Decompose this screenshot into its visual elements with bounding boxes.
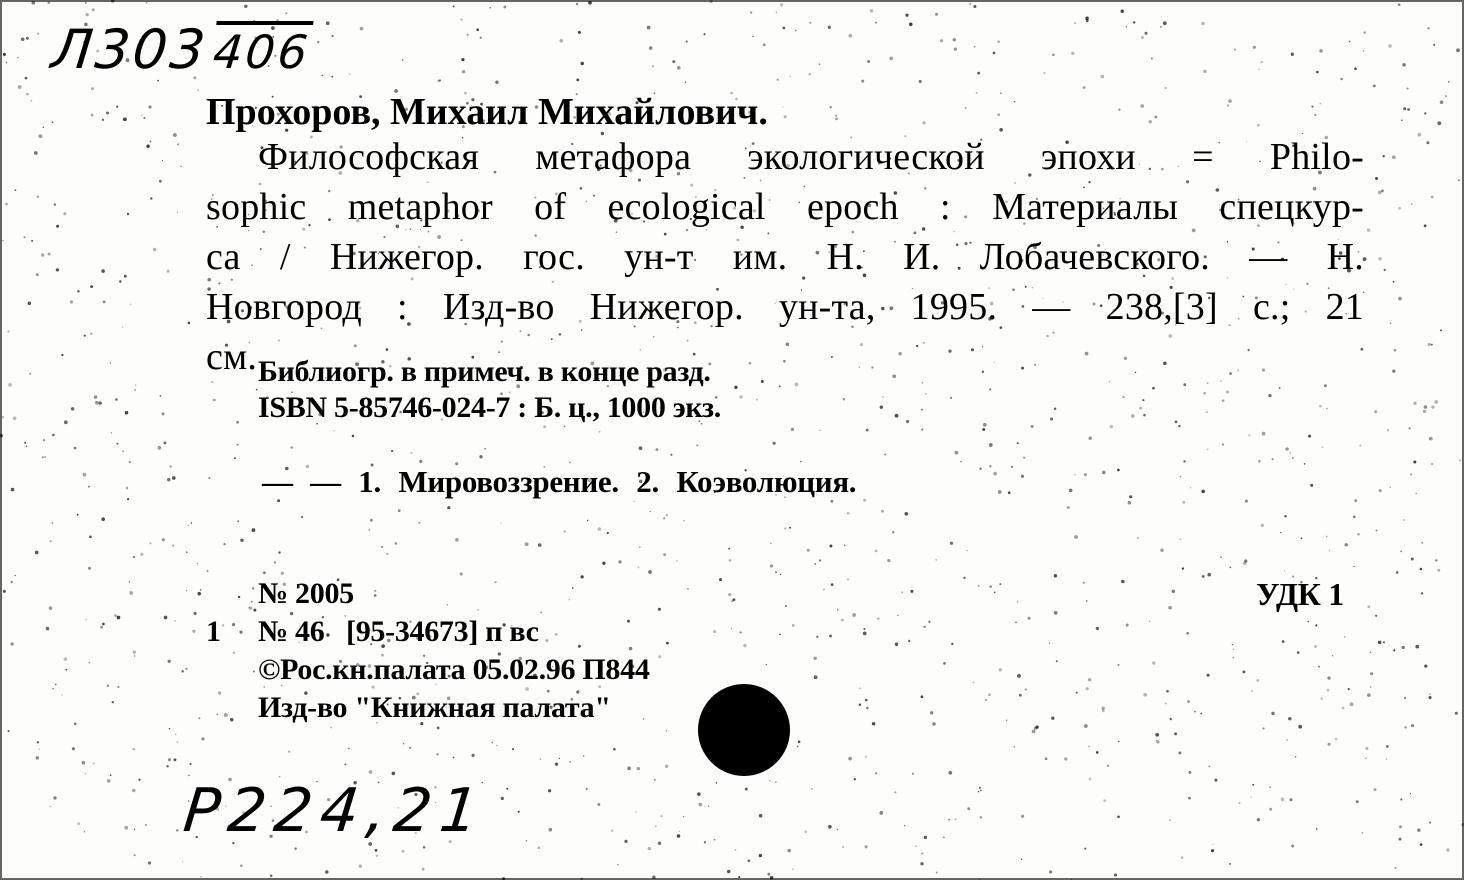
isbn-note: ISBN 5-85746-024-7 : Б. ц., 1000 экз. xyxy=(258,391,721,424)
handwritten-shelf-mark: Р224,21 xyxy=(180,776,490,846)
bibliography-note: Библиогр. в примеч. в конце разд. xyxy=(258,355,711,388)
registry-number: № 2005 xyxy=(258,577,354,610)
description-line: Новгород : Изд-во Нижегор. ун-та, 1995. — 238,[3] с.; 21 xyxy=(206,286,1364,328)
author-heading: Прохоров, Михаил Михайлович. xyxy=(206,91,768,133)
description-line: Философская метафора экологической эпохи = Philo- xyxy=(258,136,1364,178)
description-line: sophic metaphor of ecological epoch : Материалы спецкур- xyxy=(206,186,1364,228)
call-number-prefix: Л303 xyxy=(48,18,211,81)
description-line: са / Нижегор. гос. ун-т им. Н. И. Лобачевского. — Н. xyxy=(206,236,1364,278)
punch-hole xyxy=(698,684,790,776)
bibliographic-description xyxy=(206,132,1364,382)
udc-classification: УДК 1 xyxy=(1256,576,1344,612)
subject-headings: — — 1. Мировоззрение. 2. Коэволюция. xyxy=(262,464,857,499)
publisher-line: Изд-во "Книжная палата" xyxy=(258,691,611,724)
copy-mark: 1 xyxy=(206,615,221,648)
copyright-line: ©Рос.кн.палата 05.02.96 П844 xyxy=(258,653,650,686)
call-number-suffix: 406 xyxy=(210,25,314,79)
description-line: см. xyxy=(206,336,258,378)
registry-record: № 46 [95-34673] п вс xyxy=(258,615,539,648)
handwritten-call-number xyxy=(49,18,314,81)
